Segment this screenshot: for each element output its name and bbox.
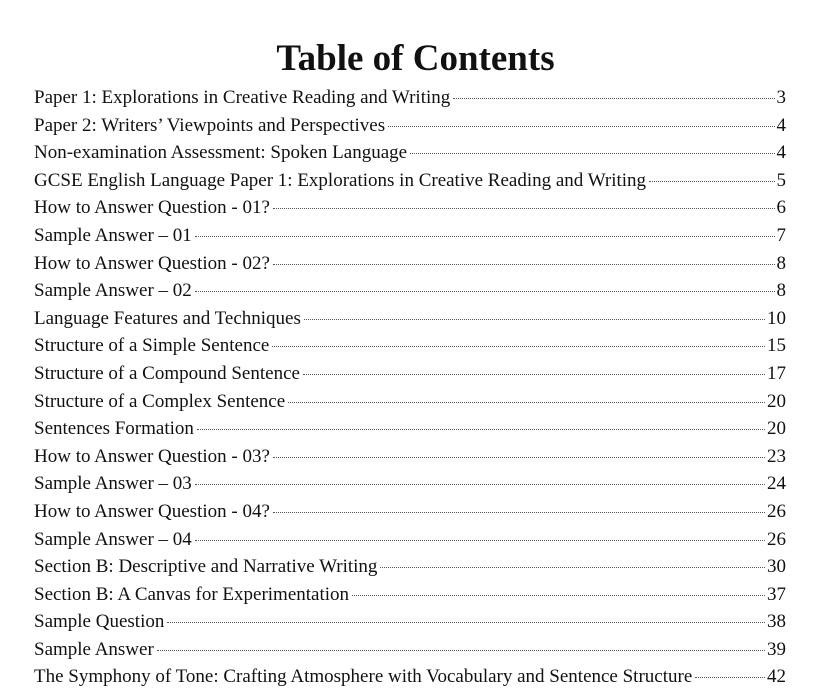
toc-entry-title: How to Answer Question - 02?: [34, 252, 270, 274]
toc-entry-page-number: 24: [767, 473, 786, 495]
toc-entry-title: Sample Answer – 02: [34, 280, 192, 302]
toc-entry[interactable]: [34, 663, 786, 691]
dot-leader: [197, 429, 765, 430]
dot-leader: [273, 264, 775, 265]
toc-entry-page-number: 8: [776, 280, 786, 302]
toc-entry-page-number: 10: [767, 307, 786, 329]
toc-entry[interactable]: [34, 636, 786, 664]
toc-entry[interactable]: [34, 388, 786, 416]
toc-entry-page-number: 39: [767, 638, 786, 660]
toc-entry-title: The Symphony of Tone: Crafting Atmosphere with Vocabulary and Sentence Structure: [34, 666, 693, 688]
dot-leader: [195, 291, 775, 292]
toc-entry-page-number: 30: [767, 556, 786, 578]
toc-entry[interactable]: [34, 84, 786, 112]
dot-leader: [273, 457, 765, 458]
toc-entry[interactable]: [34, 581, 786, 609]
toc-entry[interactable]: [34, 167, 786, 195]
toc-entry-page-number: 20: [767, 390, 786, 412]
toc-entry-title: How to Answer Question - 01?: [34, 197, 270, 219]
toc-entry-page-number: 38: [767, 611, 786, 633]
dot-leader: [380, 567, 765, 568]
toc-entry-title: GCSE English Language Paper 1: Explorations in Creative Reading and Writing: [34, 169, 647, 191]
toc-entry-page-number: 26: [767, 500, 786, 522]
dot-leader: [195, 540, 765, 541]
toc-entry-title: How to Answer Question - 03?: [34, 445, 270, 467]
toc-entry[interactable]: [34, 277, 786, 305]
dot-leader: [649, 181, 774, 182]
toc-entry[interactable]: [34, 470, 786, 498]
page-title: Table of Contents: [276, 37, 555, 79]
dot-leader: [304, 319, 765, 320]
toc-entry[interactable]: [34, 526, 786, 554]
toc-entry-page-number: 5: [776, 169, 786, 191]
toc-entry-page-number: 4: [776, 114, 786, 136]
dot-leader: [273, 512, 765, 513]
toc-entry-title: Section B: Descriptive and Narrative Writing: [34, 556, 378, 578]
toc-entry-page-number: 6: [776, 197, 786, 219]
toc-entry-page-number: 20: [767, 418, 786, 440]
toc-entry-page-number: 26: [767, 528, 786, 550]
dot-leader: [352, 595, 765, 596]
dot-leader: [167, 622, 765, 623]
toc-entry-title: How to Answer Question - 04?: [34, 500, 270, 522]
dot-leader: [195, 484, 765, 485]
toc-entry[interactable]: [34, 608, 786, 636]
toc-entry[interactable]: [34, 553, 786, 581]
toc-entry-title: Paper 1: Explorations in Creative Reading and Writing: [34, 87, 451, 108]
toc-entry-page-number: 4: [776, 142, 786, 164]
toc-entry-title: Structure of a Compound Sentence: [34, 362, 300, 384]
dot-leader: [453, 98, 774, 99]
toc-entry-page-number: 42: [767, 666, 786, 688]
toc-entry[interactable]: [34, 222, 786, 250]
dot-leader: [273, 208, 775, 209]
dot-leader: [388, 126, 774, 127]
toc-entry-page-number: 17: [767, 362, 786, 384]
toc-entry-title: Structure of a Simple Sentence: [34, 335, 270, 357]
toc-entry-title: Structure of a Complex Sentence: [34, 390, 286, 412]
toc-entry[interactable]: [34, 360, 786, 388]
toc-entry[interactable]: [34, 305, 786, 333]
dot-leader: [303, 374, 765, 375]
toc-entry[interactable]: [34, 443, 786, 471]
toc-entry[interactable]: [34, 498, 786, 526]
table-of-contents: [34, 84, 786, 691]
toc-entry-page-number: 15: [767, 335, 786, 357]
dot-leader: [195, 236, 775, 237]
toc-entry[interactable]: [34, 139, 786, 167]
toc-entry-page-number: 37: [767, 583, 786, 605]
toc-entry-title: Sample Answer – 04: [34, 528, 192, 550]
toc-entry[interactable]: [34, 250, 786, 278]
toc-entry-page-number: 3: [776, 87, 786, 108]
dot-leader: [410, 153, 774, 154]
toc-entry[interactable]: [34, 332, 786, 360]
dot-leader: [272, 346, 765, 347]
toc-entry-title: Section B: A Canvas for Experimentation: [34, 583, 350, 605]
toc-entry-title: Sample Answer: [34, 638, 154, 660]
toc-entry-page-number: 8: [776, 252, 786, 274]
toc-entry-title: Sample Answer – 03: [34, 473, 192, 495]
toc-entry-title: Non-examination Assessment: Spoken Language: [34, 142, 408, 164]
toc-entry-title: Sample Answer – 01: [34, 224, 192, 246]
dot-leader: [288, 402, 765, 403]
toc-entry-title: Sentences Formation: [34, 418, 194, 440]
toc-entry-title: Language Features and Techniques: [34, 307, 301, 329]
toc-entry[interactable]: [34, 112, 786, 140]
toc-entry[interactable]: [34, 194, 786, 222]
toc-entry-page-number: 23: [767, 445, 786, 467]
toc-entry-title: Paper 2: Writers’ Viewpoints and Perspectives: [34, 114, 386, 136]
toc-entry-title: Sample Question: [34, 611, 165, 633]
toc-entry-page-number: 7: [776, 224, 786, 246]
toc-entry[interactable]: [34, 415, 786, 443]
dot-leader: [157, 650, 765, 651]
dot-leader: [695, 677, 765, 678]
